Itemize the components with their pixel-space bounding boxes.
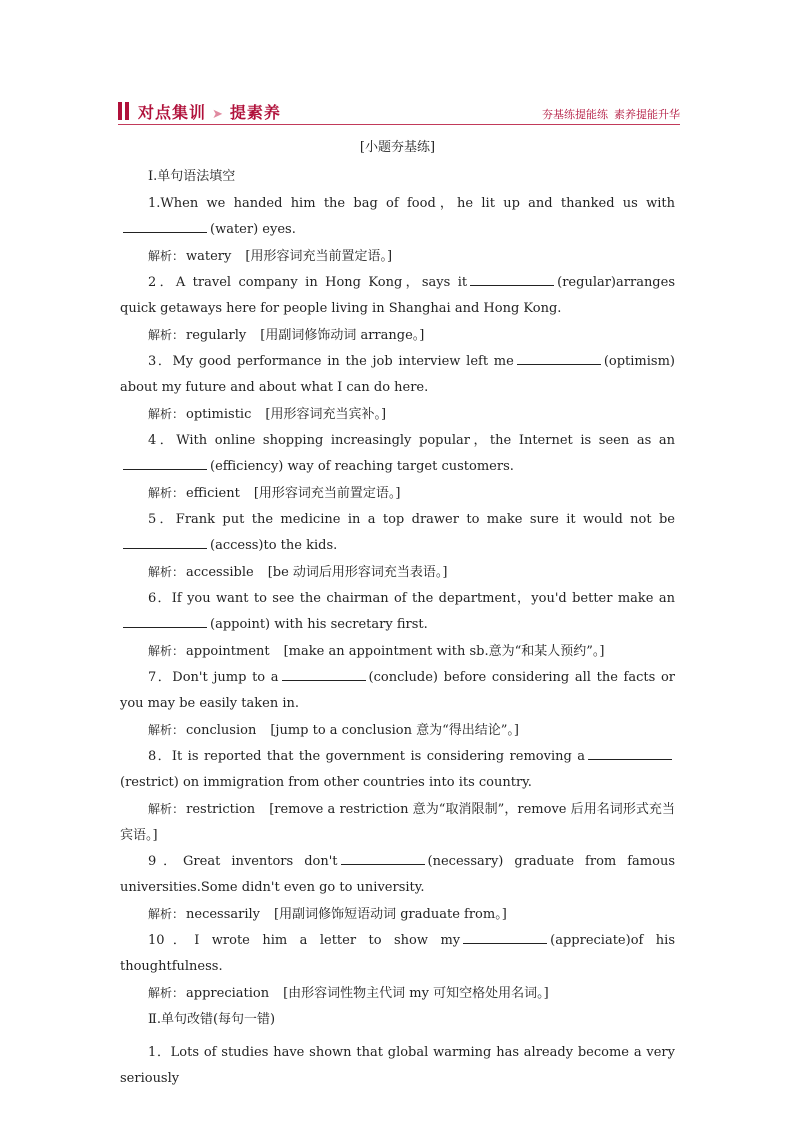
question-item xyxy=(120,428,675,480)
answer-label: 解析： xyxy=(148,723,185,737)
question-item xyxy=(120,665,675,717)
answer-word: regularly xyxy=(186,328,247,343)
question-text-after: (necessary) graduate from famous universities.Some didn't even go to university. xyxy=(120,854,675,895)
answer-blank xyxy=(123,457,207,470)
question-text: 10．I wrote him a letter to show my xyxy=(148,933,461,948)
answer-note: [用形容词充当宾补。] xyxy=(265,407,387,422)
section-tag: [小题夯基练] xyxy=(359,140,436,155)
answer-blank xyxy=(517,352,601,365)
answer-label: 解析： xyxy=(148,407,185,421)
answer-explanation xyxy=(120,480,675,507)
answer-word: restriction xyxy=(186,802,256,817)
part1-title: Ⅰ.单句语法填空 xyxy=(148,169,236,184)
answer-note: [用形容词充当前置定语。] xyxy=(245,249,393,264)
answer-label: 解析： xyxy=(148,565,185,579)
answer-label: 解析： xyxy=(148,802,185,816)
answer-note: [be 动词后用形容词充当表语。] xyxy=(267,565,448,580)
answer-explanation xyxy=(120,717,675,744)
question-text: 9．Great inventors don't xyxy=(148,854,338,869)
question-text-after: (conclude) before considering all the facts or you may be easily taken in. xyxy=(120,670,675,711)
question-text-after: (restrict) on immigration from other countries into its country. xyxy=(120,775,532,790)
question-text-after: (regular)arranges quick getaways here for people living in Shanghai and Hong Kong. xyxy=(120,275,675,316)
answer-label: 解析： xyxy=(148,328,185,342)
question-text: 8．It is reported that the government is considering removing a xyxy=(148,749,585,764)
answer-label: 解析： xyxy=(148,249,185,263)
answer-explanation xyxy=(120,322,675,349)
answer-note: [用形容词充当前置定语。] xyxy=(253,486,401,501)
answer-explanation xyxy=(120,796,675,849)
header-divider xyxy=(118,124,680,125)
header-tagline xyxy=(542,106,680,122)
answer-word: accessible xyxy=(186,565,254,580)
answer-explanation xyxy=(120,401,675,428)
answer-blank xyxy=(341,852,425,865)
question-text: 4．With online shopping increasingly popular，the Internet is seen as an xyxy=(148,433,675,448)
question-item xyxy=(120,586,675,638)
header-bar xyxy=(118,102,122,120)
answer-word: optimistic xyxy=(186,407,252,422)
answer-word: conclusion xyxy=(186,723,257,738)
answer-word: appointment xyxy=(186,644,270,659)
header-title xyxy=(138,100,281,123)
header-bar xyxy=(125,102,129,120)
answer-note: [由形容词性物主代词 my 可知空格处用名词。] xyxy=(283,986,549,1001)
question-text: 2．A travel company in Hong Kong，says it xyxy=(148,275,468,290)
question-item xyxy=(120,928,675,980)
header-title-sub: 提素养 xyxy=(229,103,281,122)
question-text-after: (access)to the kids. xyxy=(210,538,338,553)
answer-explanation xyxy=(120,243,675,270)
answer-label: 解析： xyxy=(148,907,185,921)
question-item xyxy=(120,349,675,401)
answer-note: [make an appointment with sb.意为“和某人预约”。] xyxy=(283,644,605,659)
answer-note: [用副词修饰短语动词 graduate from。] xyxy=(274,907,507,922)
question-item xyxy=(120,507,675,559)
answer-explanation xyxy=(120,901,675,928)
answer-blank xyxy=(282,668,366,681)
question-text: 6．If you want to see the chairman of the department，you'd better make an xyxy=(148,591,675,606)
answer-label: 解析： xyxy=(148,486,185,500)
answer-label: 解析： xyxy=(148,644,185,658)
question-item xyxy=(120,270,675,322)
question-text-after: (optimism) about my future and about what I can do here. xyxy=(120,354,675,395)
header-title-main: 对点集训 xyxy=(138,103,207,122)
exercise-content xyxy=(120,132,675,1092)
answer-note: [remove a restriction 意为“取消限制”，remove 后用名词形式充当宾语。] xyxy=(120,802,675,843)
answer-blank xyxy=(588,747,672,760)
part2-question: 1．Lots of studies have shown that global warming has already become a very seriously xyxy=(120,1045,675,1086)
header-tagline-2: 素养提能升华 xyxy=(614,108,680,121)
answer-word: watery xyxy=(186,249,232,264)
question-text-after: (water) eyes. xyxy=(210,222,296,237)
answer-word: appreciation xyxy=(186,986,270,1001)
answer-word: efficient xyxy=(186,486,240,501)
question-text: 3．My good performance in the job interview left me xyxy=(148,354,514,369)
answer-blank xyxy=(463,931,547,944)
answer-blank xyxy=(470,273,554,286)
answer-explanation xyxy=(120,559,675,586)
question-text: 1.When we handed him the bag of food，he lit up and thanked us with xyxy=(148,196,675,211)
answer-blank xyxy=(123,220,207,233)
question-text: 7．Don't jump to a xyxy=(148,670,279,685)
answer-note: [用副词修饰动词 arrange。] xyxy=(260,328,425,343)
page-header xyxy=(118,98,680,126)
question-text: 5．Frank put the medicine in a top drawer to make sure it would not be xyxy=(148,512,675,527)
answer-blank xyxy=(123,615,207,628)
question-item xyxy=(120,191,675,243)
answer-word: necessarily xyxy=(186,907,261,922)
question-text-after: (efficiency) way of reaching target customers. xyxy=(210,459,514,474)
question-list xyxy=(120,191,675,1007)
header-tagline-1: 夯基练提能练 xyxy=(542,108,608,121)
answer-explanation xyxy=(120,638,675,665)
question-text-after: (appreciate)of his thoughtfulness. xyxy=(120,933,675,974)
question-text-after: (appoint) with his secretary first. xyxy=(210,617,428,632)
part2-title: Ⅱ.单句改错(每句一错) xyxy=(148,1012,276,1027)
answer-label: 解析： xyxy=(148,986,185,1000)
answer-note: [jump to a conclusion 意为“得出结论”。] xyxy=(270,723,519,738)
question-item xyxy=(120,744,675,796)
answer-explanation xyxy=(120,980,675,1007)
answer-blank xyxy=(123,536,207,549)
arrow-icon: ➤ xyxy=(212,107,224,122)
question-item xyxy=(120,849,675,901)
